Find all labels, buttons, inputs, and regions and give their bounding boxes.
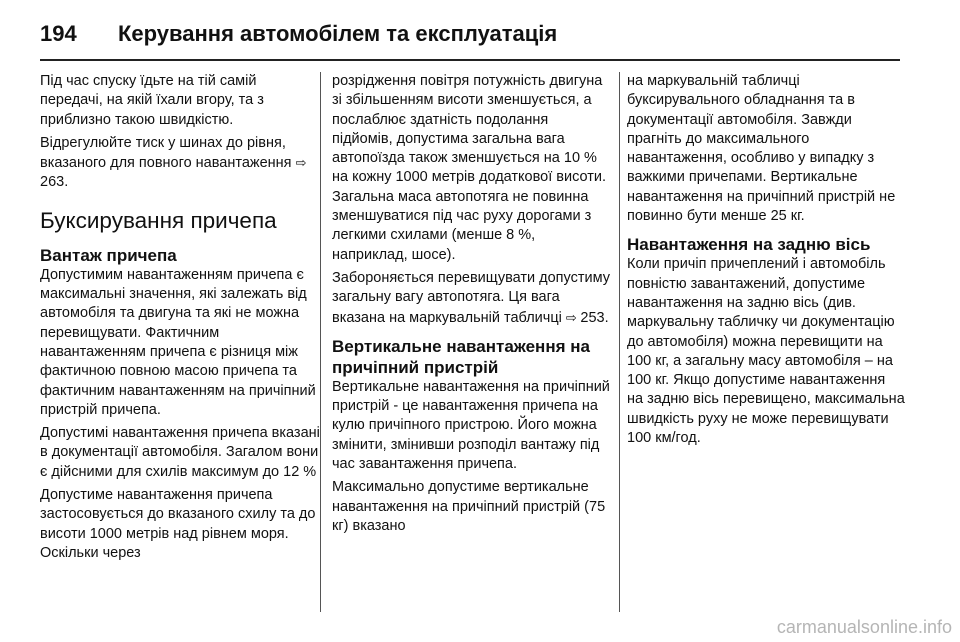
section-heading: Буксирування причепа (40, 207, 277, 233)
paragraph (40, 134, 323, 193)
running-title: Керування автомобілем та експлуатація (118, 21, 558, 46)
column-divider (320, 72, 321, 612)
column-2 (332, 72, 612, 612)
page-ref-arrow-icon: ⇨ (295, 155, 307, 171)
watermark: carmanualsonline.info (776, 617, 952, 637)
page-ref[interactable]: 253. (580, 309, 609, 326)
header-rule (40, 59, 900, 61)
page-header (40, 12, 900, 56)
subsection-heading: Вантаж причепа (40, 245, 177, 265)
page-ref-arrow-icon: ⇨ (565, 309, 581, 325)
paragraph: Максимально допустиме вертикальне навантаження на причіпний пристрій (75 кг) вказано (332, 479, 606, 534)
paragraph: Під час спуску їдьте на тій самій передачі, на якій їхали вгору, та з приблизно такою швидкістю. (40, 73, 264, 128)
column-1 (40, 72, 323, 612)
paragraph: Допустимі навантаження причепа вказані в документації автомобіля. Загалом вони є дійсними для схилів максимум до 12 % (40, 425, 320, 480)
column-3 (627, 72, 905, 612)
paragraph-text: Забороняється перевищувати допустиму загальну вагу автопотяга. Ця вага вказана на маркувальній табличці (332, 269, 610, 326)
paragraph: на маркувальній табличці буксирувального обладнання та в документації автомобіля. Завжди прагніть до максимального навантаження, особливо у випадку з важкими причепами. Вертикальне навантаження на причіпний пристрій не повинно бути менше 25 кг. (627, 73, 896, 225)
paragraph-text: Відрегулюйте тиск у шинах до рівня, вказаного для повного навантаження (40, 134, 296, 172)
paragraph: Вертикальне навантаження на причіпний пристрій - це навантаження причепа на кулю причіпного пристрою. Його можна змінити, змінивши розподіл вантажу під час завантаження причепа. (332, 378, 610, 473)
page-number: 194 (40, 21, 77, 46)
paragraph: Коли причіп причеплений і автомобіль повністю завантажений, допустиме навантаження на задню вісь (див. маркувальну табличку чи документацію до автомобіля) можна перевищити на 100 кг, а загальну масу автомобіля – на 100 кг. Якщо допустиме навантаження на задню вісь перевищено, максимальна швидкість руху не може перевищувати 100 км/год. (627, 256, 905, 447)
paragraph: Допустимим навантаженням причепа є максимальні значення, які залежать від автомобіля та двигуна та які не можна перевищувати. Фактичним навантаженням причепа є різниця між фактичною повною масою причепа та фактичним навантаженням на причіпний пристрій причепа. (40, 266, 316, 418)
paragraph: розрідження повітря потужність двигуна зі збільшенням висоти зменшується, а послаблює здатність подолання підйомів, допустима загальна вага автопоїзда також зменшується на 10 % на кожну 1000 метрів додаткової висоти. Загальна маса автопотяга не повинна зменшуватися під час руху дорогами з легкими схилами (менше 8 %, наприклад, шосе). (332, 73, 607, 263)
paragraph: Допустиме навантаження причепа застосовується до вказаного схилу та до висоти 1000 метрів над рівнем моря. Оскільки через (40, 487, 316, 561)
subsection-heading: Навантаження на задню вісь (627, 235, 871, 255)
column-divider (619, 72, 620, 612)
paragraph (332, 269, 612, 328)
subsection-heading: Вертикальне навантаження на причіпний пристрій (332, 336, 590, 377)
page-ref[interactable]: 263. (40, 174, 69, 191)
